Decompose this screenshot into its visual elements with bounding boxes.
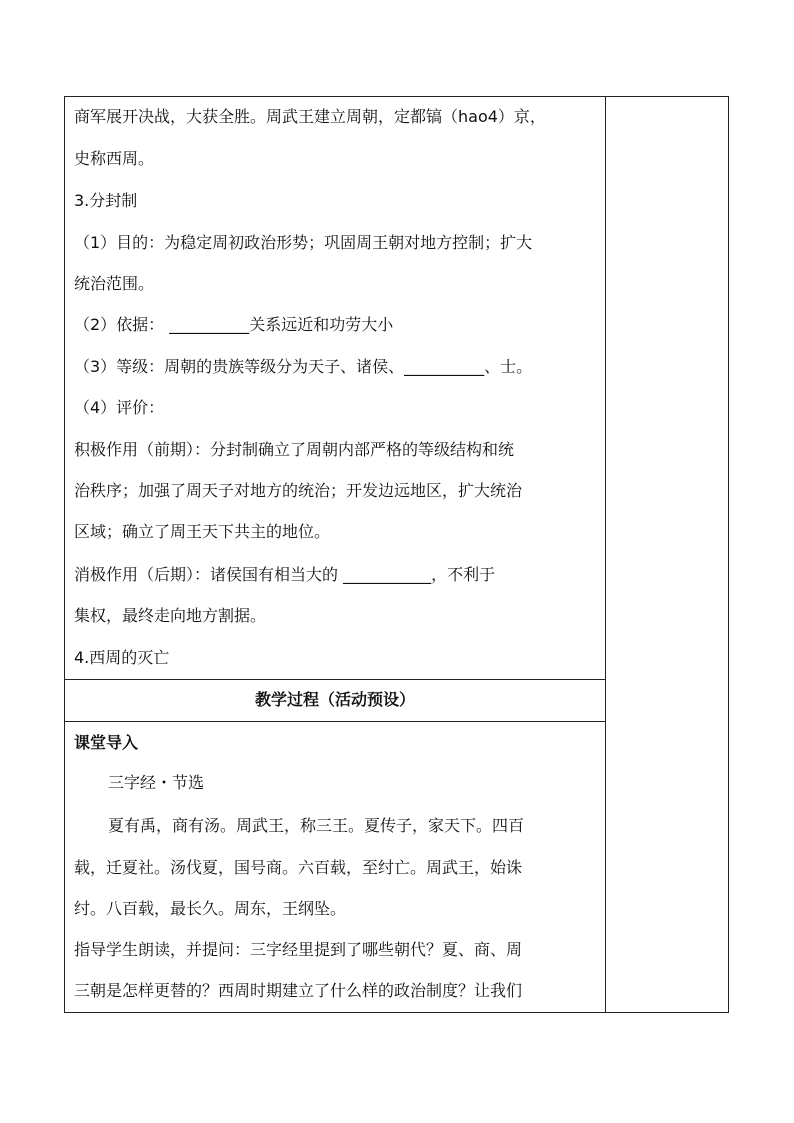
content-line: 集权，最终走向地方割据。 — [74, 606, 267, 625]
content-line: 3.分封制 — [74, 191, 138, 210]
poem-line: 载，迁夏社。汤伐夏，国号商。六百载，至纣亡。周武王，始诛 — [74, 858, 523, 877]
column-divider — [605, 96, 606, 1013]
content-line: 区域；确立了周王天下共主的地位。 — [74, 522, 331, 541]
guide-line: 指导学生朗读，并提问：三字经里提到了哪些朝代？夏、商、周 — [74, 940, 523, 959]
content-line: （3）等级：周朝的贵族等级分为天子、诸侯、__________、士。 — [74, 357, 533, 376]
content-line: 商军展开决战，大获全胜。周武王建立周朝，定都镐（hao4）京， — [74, 107, 546, 126]
content-line: （1）目的：为稳定周初政治形势；巩固周王朝对地方控制；扩大 — [74, 233, 533, 252]
section-heading: 教学过程（活动预设） — [254, 690, 415, 709]
subheading: 课堂导入 — [74, 733, 139, 752]
content-line: 史称西周。 — [74, 149, 155, 168]
content-line: （2）依据： __________关系远近和功劳大小 — [74, 315, 394, 334]
poem-line: 纣。八百载，最长久。周东，王纲坠。 — [74, 899, 347, 918]
content-line: （4）评价： — [74, 398, 165, 417]
content-line: 治秩序；加强了周天子对地方的统治；开发边远地区，扩大统治 — [74, 481, 523, 500]
row-divider — [64, 721, 606, 722]
content-line: 消极作用（后期）：诸侯国有相当大的 ___________，不利于 — [74, 565, 496, 584]
content-line: 积极作用（前期）：分封制确立了周朝内部严格的等级结构和统 — [74, 440, 515, 459]
guide-line: 三朝是怎样更替的？西周时期建立了什么样的政治制度？让我们 — [74, 981, 523, 1000]
poem-line: 夏有禹，商有汤。周武王，称三王。夏传子，家天下。四百 — [108, 816, 525, 835]
row-divider — [64, 679, 606, 680]
content-line: 统治范围。 — [74, 274, 155, 293]
poem-title: 三字经・节选 — [108, 773, 205, 792]
content-line: 4.西周的灭亡 — [74, 648, 170, 667]
